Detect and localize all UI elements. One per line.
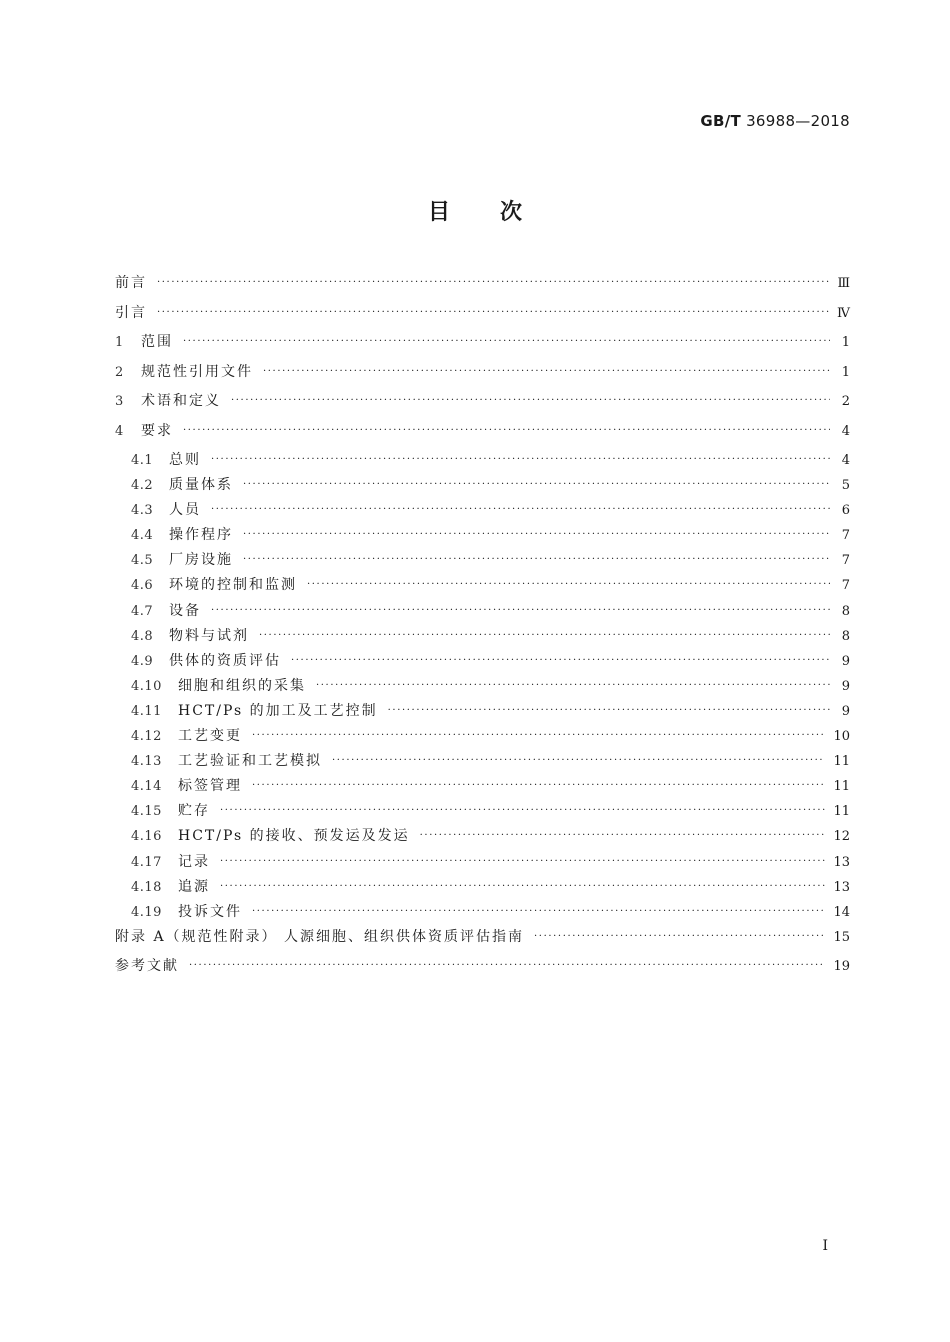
toc-entry[interactable] <box>115 675 850 700</box>
toc-entry-label: 前言 <box>115 275 147 291</box>
toc-entry-page: 12 <box>833 829 850 845</box>
toc-entry-number: 4.13 <box>131 754 162 770</box>
toc-entry[interactable] <box>115 700 850 725</box>
toc-entry-page: 11 <box>833 754 850 770</box>
toc-entry-page: 6 <box>841 503 850 519</box>
toc-entry-page: 15 <box>833 929 850 945</box>
toc-entry[interactable] <box>115 361 850 391</box>
toc-dot-leader <box>220 856 825 867</box>
toc-entry-page: 19 <box>833 959 850 975</box>
toc-dot-leader <box>220 805 825 816</box>
toc-entry[interactable] <box>115 876 850 901</box>
toc-entry-label: 贮存 <box>178 803 210 820</box>
toc-dot-leader <box>332 755 825 766</box>
toc-entry-page: 13 <box>833 854 850 870</box>
toc-entry-number: 4.8 <box>131 628 154 644</box>
toc-entry-label: 工艺验证和工艺模拟 <box>178 753 322 770</box>
toc-entry-number: 3 <box>115 394 124 409</box>
toc-entry-number: 4.4 <box>131 528 154 544</box>
toc-entry-label: 范围 <box>141 334 173 350</box>
toc-dot-leader <box>243 554 830 565</box>
toc-dot-leader <box>220 881 825 892</box>
toc-entry-page: 11 <box>833 804 850 820</box>
toc-dot-leader <box>243 529 830 540</box>
toc-entry-page: 11 <box>833 779 850 795</box>
toc-entry-label: 参考文献 <box>115 958 179 975</box>
page-title: 目次 <box>427 200 572 225</box>
toc-dot-leader <box>231 395 830 406</box>
toc-entry-page: 7 <box>841 553 850 569</box>
toc-entry[interactable] <box>115 449 850 474</box>
toc-entry[interactable] <box>115 499 850 524</box>
toc-dot-leader <box>157 307 829 318</box>
toc-entry-page: 14 <box>833 904 850 920</box>
toc-entry[interactable] <box>115 390 850 420</box>
toc-entry-page: Ⅳ <box>837 305 850 321</box>
toc-dot-leader <box>534 931 825 942</box>
standard-prefix: GB/T <box>700 112 742 130</box>
toc-entry[interactable] <box>115 750 850 775</box>
toc-entry[interactable] <box>115 302 850 332</box>
toc-entry[interactable] <box>115 524 850 549</box>
toc-entry-page: 7 <box>841 528 850 544</box>
toc-dot-leader <box>157 277 829 288</box>
toc-dot-leader <box>316 680 830 691</box>
toc-dot-leader <box>252 906 825 917</box>
toc-entry-label: 工艺变更 <box>178 728 242 745</box>
toc-entry-label: 附录 A（规范性附录） 人源细胞、组织供体资质评估指南 <box>115 928 525 945</box>
toc-entry[interactable] <box>115 474 850 499</box>
toc-entry-page: 13 <box>833 879 850 895</box>
toc-entry[interactable] <box>115 926 850 956</box>
toc-entry-number: 4.3 <box>131 503 154 519</box>
toc-entry-page: 5 <box>841 478 850 494</box>
toc-entry-label: 规范性引用文件 <box>141 363 253 380</box>
toc-entry-number: 4 <box>115 423 124 439</box>
toc-entry-page: 1 <box>841 335 850 350</box>
toc-dot-leader <box>211 504 830 515</box>
toc-entry[interactable] <box>115 625 850 650</box>
toc-entry-label: 供体的资质评估 <box>169 652 281 669</box>
page-number: I <box>822 1238 828 1254</box>
toc-entry-page: 9 <box>841 703 850 719</box>
toc-entry-label: 环境的控制和监测 <box>169 577 297 594</box>
toc-entry[interactable] <box>115 825 850 850</box>
toc-entry-number: 4.19 <box>131 904 162 920</box>
toc-entry[interactable] <box>115 650 850 675</box>
toc-dot-leader <box>243 479 830 490</box>
toc-entry-label: 人员 <box>169 502 201 519</box>
toc-entry-label: 物料与试剂 <box>169 627 249 644</box>
toc-dot-leader <box>252 780 825 791</box>
table-of-contents <box>115 272 850 985</box>
toc-entry-label: 总则 <box>169 452 201 468</box>
toc-entry-label: 设备 <box>169 602 201 619</box>
toc-entry-number: 4.12 <box>131 729 162 745</box>
toc-entry-number: 4.2 <box>131 478 154 494</box>
toc-entry-label: 投诉文件 <box>178 903 242 920</box>
toc-entry[interactable] <box>115 775 850 800</box>
toc-dot-leader <box>420 830 826 841</box>
toc-entry-page: 8 <box>841 603 850 619</box>
standard-number <box>700 112 850 130</box>
toc-entry[interactable] <box>115 574 850 599</box>
toc-entry[interactable] <box>115 331 850 361</box>
toc-entry-label: 术语和定义 <box>141 393 221 409</box>
toc-entry[interactable] <box>115 600 850 625</box>
toc-entry-label: HCT/Ps 的接收、预发运及发运 <box>178 828 410 845</box>
toc-entry-label: 引言 <box>115 304 147 321</box>
toc-entry-number: 4.9 <box>131 653 154 669</box>
toc-entry[interactable] <box>115 725 850 750</box>
toc-dot-leader <box>252 730 825 741</box>
toc-entry-page: 7 <box>841 578 850 594</box>
toc-entry-number: 4.11 <box>131 703 162 719</box>
toc-entry-page: Ⅲ <box>837 276 850 291</box>
toc-dot-leader <box>183 425 830 436</box>
toc-entry-page: 2 <box>841 394 850 409</box>
toc-dot-leader <box>388 705 830 716</box>
toc-entry-page: 9 <box>841 678 850 694</box>
toc-entry-label: 要求 <box>141 422 173 439</box>
toc-entry[interactable] <box>115 901 850 926</box>
toc-dot-leader <box>307 579 830 590</box>
toc-dot-leader <box>263 366 830 377</box>
toc-entry-label: 质量体系 <box>169 477 233 494</box>
toc-entry-label: 细胞和组织的采集 <box>178 677 306 694</box>
toc-entry-number: 1 <box>115 335 124 350</box>
toc-entry-number: 2 <box>115 364 124 380</box>
toc-entry-number: 4.14 <box>131 779 162 795</box>
toc-entry-page: 4 <box>841 423 850 439</box>
toc-entry-label: HCT/Ps 的加工及工艺控制 <box>178 702 378 719</box>
toc-entry-label: 追源 <box>178 878 210 895</box>
toc-entry-number: 4.5 <box>131 553 154 569</box>
toc-entry-number: 4.6 <box>131 578 154 594</box>
toc-entry[interactable] <box>115 272 850 302</box>
toc-entry-label: 记录 <box>178 853 210 870</box>
toc-entry-page: 1 <box>841 364 850 380</box>
toc-entry[interactable] <box>115 851 850 876</box>
toc-entry-number: 4.18 <box>131 879 162 895</box>
toc-entry-number: 4.10 <box>131 678 162 694</box>
toc-entry-number: 4.15 <box>131 804 162 820</box>
toc-entry-label: 厂房设施 <box>169 552 233 569</box>
toc-dot-leader <box>211 454 830 465</box>
toc-entry-label: 标签管理 <box>178 778 242 795</box>
toc-dot-leader <box>211 605 830 616</box>
toc-entry[interactable] <box>115 549 850 574</box>
toc-entry-number: 4.7 <box>131 603 154 619</box>
toc-entry-number: 4.17 <box>131 854 162 870</box>
toc-entry-page: 10 <box>833 729 850 745</box>
toc-dot-leader <box>183 336 830 347</box>
toc-entry[interactable] <box>115 955 850 985</box>
toc-entry-page: 8 <box>841 628 850 644</box>
toc-entry[interactable] <box>115 420 850 450</box>
standard-code: 36988—2018 <box>746 112 850 130</box>
toc-dot-leader <box>291 655 830 666</box>
toc-entry-number: 4.16 <box>131 829 162 845</box>
toc-entry-page: 4 <box>841 453 850 468</box>
toc-dot-leader <box>189 960 825 971</box>
toc-entry[interactable] <box>115 800 850 825</box>
toc-dot-leader <box>259 630 830 641</box>
toc-entry-page: 9 <box>841 653 850 669</box>
toc-entry-label: 操作程序 <box>169 527 233 544</box>
toc-entry-number: 4.1 <box>131 453 154 468</box>
